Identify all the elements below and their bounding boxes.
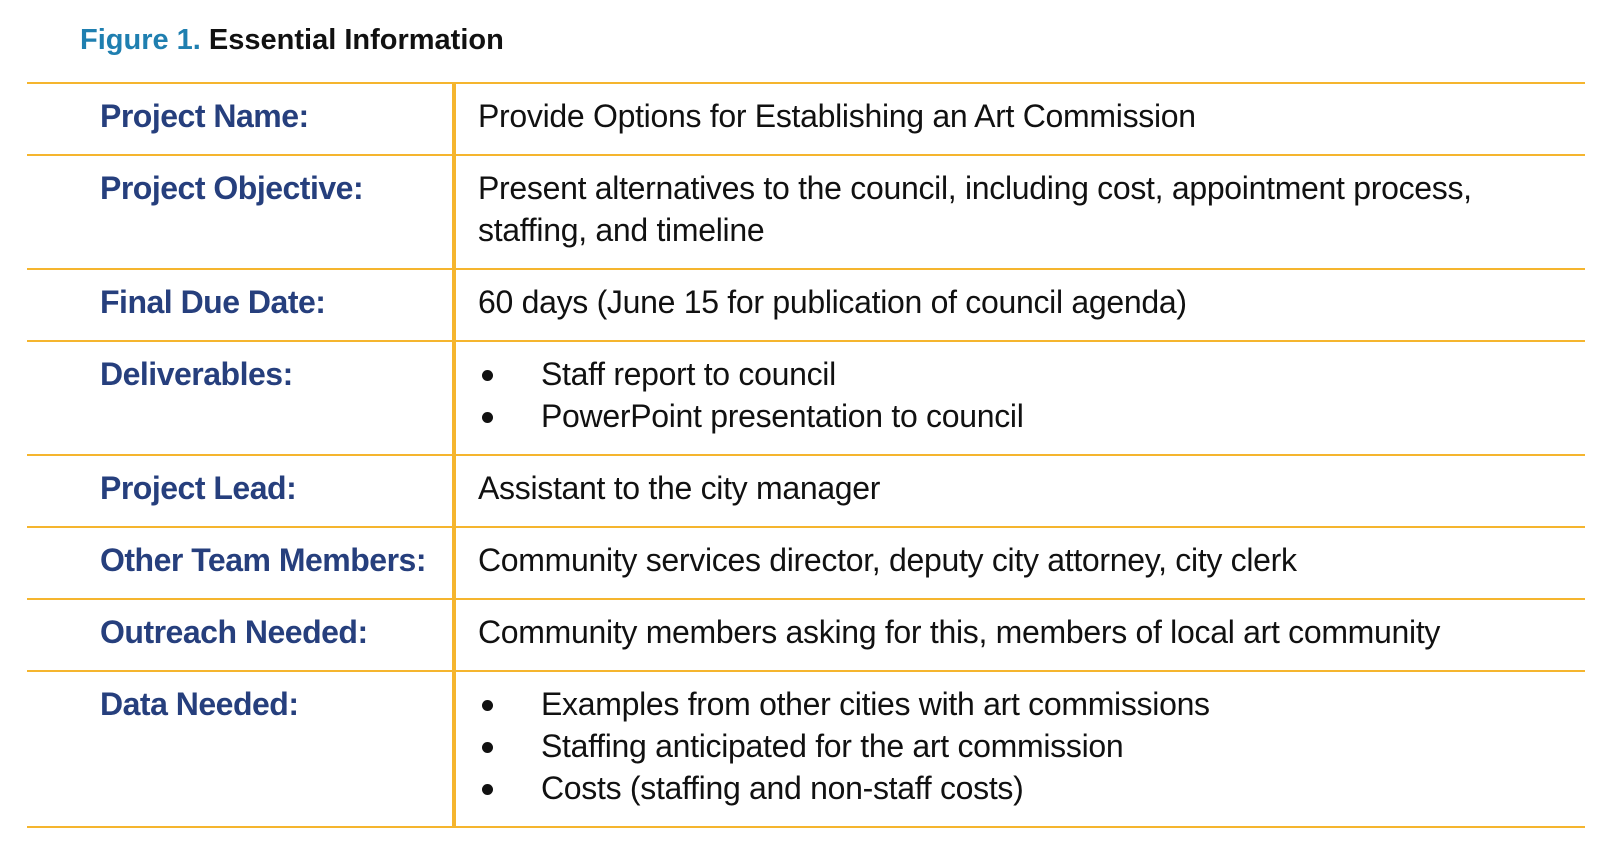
data-needed-label: Data Needed: xyxy=(100,686,299,722)
deliverables-label: Deliverables: xyxy=(100,356,293,392)
list-item: Staffing anticipated for the art commission xyxy=(478,725,1575,767)
list-item: PowerPoint presentation to council xyxy=(478,395,1575,437)
row-project-lead xyxy=(27,455,1585,527)
row-other-team-members xyxy=(27,527,1585,599)
data-needed-list xyxy=(478,683,1575,809)
project-objective-value: Present alternatives to the council, including cost, appointment process, staffing, and timeline xyxy=(454,155,1585,269)
final-due-date-value: 60 days (June 15 for publication of council agenda) xyxy=(454,269,1585,341)
project-objective-label: Project Objective: xyxy=(100,170,364,206)
other-team-members-label: Other Team Members: xyxy=(100,542,426,578)
row-outreach-needed xyxy=(27,599,1585,671)
row-data-needed xyxy=(27,671,1585,827)
project-name-label: Project Name: xyxy=(100,98,309,134)
outreach-needed-value: Community members asking for this, members of local art community xyxy=(454,599,1585,671)
project-lead-value: Assistant to the city manager xyxy=(454,455,1585,527)
project-lead-label: Project Lead: xyxy=(100,470,297,506)
deliverables-value xyxy=(454,341,1585,455)
other-team-members-value: Community services director, deputy city attorney, city clerk xyxy=(454,527,1585,599)
project-name-value: Provide Options for Establishing an Art Commission xyxy=(454,83,1585,155)
row-project-name xyxy=(27,83,1585,155)
outreach-needed-label: Outreach Needed: xyxy=(100,614,368,650)
list-item: Examples from other cities with art commissions xyxy=(478,683,1575,725)
row-deliverables xyxy=(27,341,1585,455)
list-item: Staff report to council xyxy=(478,353,1575,395)
final-due-date-label: Final Due Date: xyxy=(100,284,326,320)
figure-number: Figure 1. xyxy=(80,24,201,56)
list-item: Costs (staffing and non-staff costs) xyxy=(478,767,1575,809)
data-needed-value xyxy=(454,671,1585,827)
figure-caption xyxy=(80,20,504,60)
deliverables-list xyxy=(478,353,1575,437)
essential-information-table xyxy=(27,82,1585,828)
figure-title: Essential Information xyxy=(208,24,504,56)
row-final-due-date xyxy=(27,269,1585,341)
row-project-objective xyxy=(27,155,1585,269)
